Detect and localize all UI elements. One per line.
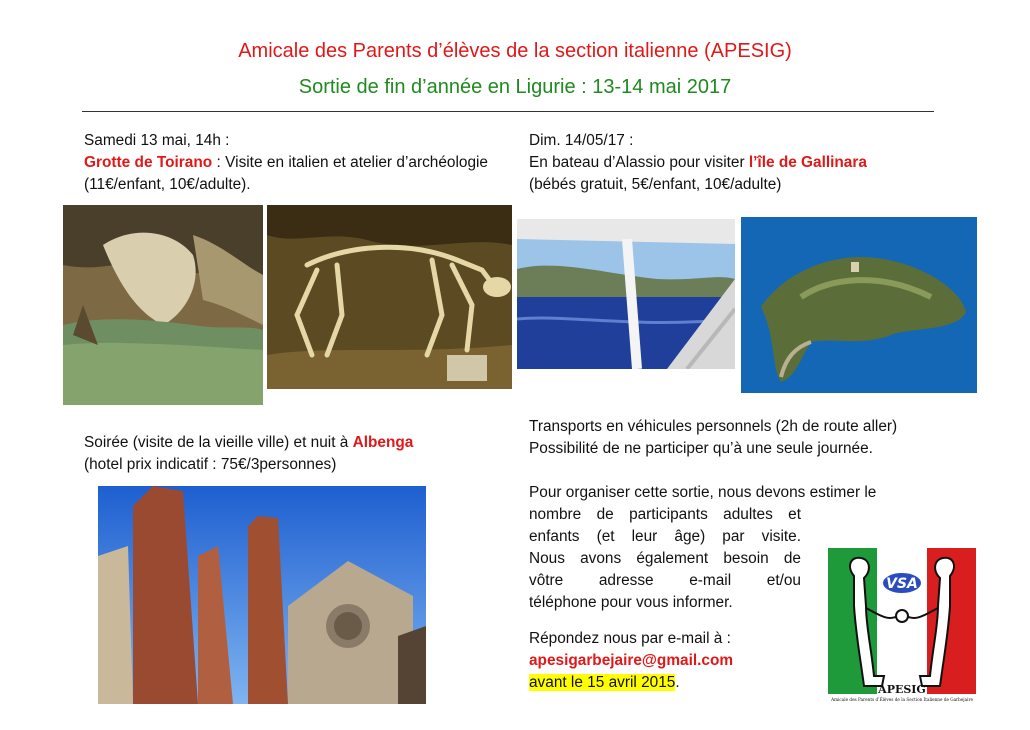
evening-place: Albenga xyxy=(352,434,414,451)
day2-place: l’île de Gallinara xyxy=(748,154,867,171)
skeleton-photo xyxy=(267,205,512,389)
logo-name: APESIG xyxy=(878,683,926,696)
transport-block xyxy=(529,416,949,460)
organize-line3: enfants (et leur âge) par visite. xyxy=(529,528,801,545)
evening-line2: (hotel prix indicatif : 75€/3personnes) xyxy=(84,456,337,473)
page-subtitle: Sortie de fin d’année en Ligurie : 13-14 mai 2017 xyxy=(298,76,732,98)
day1-desc: : Visite en italien et atelier d’archéologie (11€/enfant, 10€/adulte). xyxy=(84,154,488,193)
day1-description xyxy=(84,152,488,196)
reply-line1: Répondez nous par e-mail à : xyxy=(529,630,731,647)
page-title: Amicale des Parents d’élèves de la section italienne (APESIG) xyxy=(238,40,792,62)
reply-deadline-line xyxy=(529,672,819,694)
logo-graphic xyxy=(826,546,978,702)
evening-block xyxy=(84,432,504,476)
day2-description xyxy=(529,152,949,174)
day2-desc: En bateau d’Alassio pour visiter xyxy=(529,154,749,171)
deadline-highlight: avant le 15 avril 2015 xyxy=(529,674,676,691)
logo-caption: Amicale des Parents d’Élèves de la Section Italienne de Garbejaire xyxy=(831,697,973,702)
deadline-end: . xyxy=(675,674,680,691)
island-photo xyxy=(741,217,977,393)
reply-block xyxy=(529,628,819,694)
organize-line5: vôtre adresse e-mail et/ou xyxy=(529,572,801,589)
evening-line1 xyxy=(84,432,504,454)
organize-line4: Nous avons également besoin de xyxy=(529,550,801,567)
organize-line6: téléphone pour vous informer. xyxy=(529,594,733,611)
day2-date: Dim. 14/05/17 : xyxy=(529,132,634,149)
transport-line2: Possibilité de ne participer qu’à une seule journée. xyxy=(529,440,873,457)
day1-block xyxy=(84,130,488,196)
albenga-photo xyxy=(98,486,426,704)
contact-email[interactable]: apesigarbejaire@gmail.com xyxy=(529,652,734,669)
logo-badge-text: VSA xyxy=(886,576,918,592)
day1-date: Samedi 13 mai, 14h : xyxy=(84,132,230,149)
day2-prices: (bébés gratuit, 5€/enfant, 10€/adulte) xyxy=(529,176,782,193)
transport-line1: Transports en véhicules personnels (2h de route aller) xyxy=(529,418,898,435)
boat-photo xyxy=(517,219,735,369)
day1-place: Grotte de Toirano xyxy=(84,154,213,171)
organize-line2: nombre de participants adultes et xyxy=(529,506,801,523)
organize-line1: Pour organiser cette sortie, nous devons estimer le xyxy=(529,484,877,501)
apesig-logo xyxy=(826,546,978,702)
day2-block xyxy=(529,130,949,196)
header-divider xyxy=(82,111,934,112)
cave-photo xyxy=(63,205,263,405)
evening-desc: Soirée (visite de la vieille ville) et nuit à xyxy=(84,434,353,451)
